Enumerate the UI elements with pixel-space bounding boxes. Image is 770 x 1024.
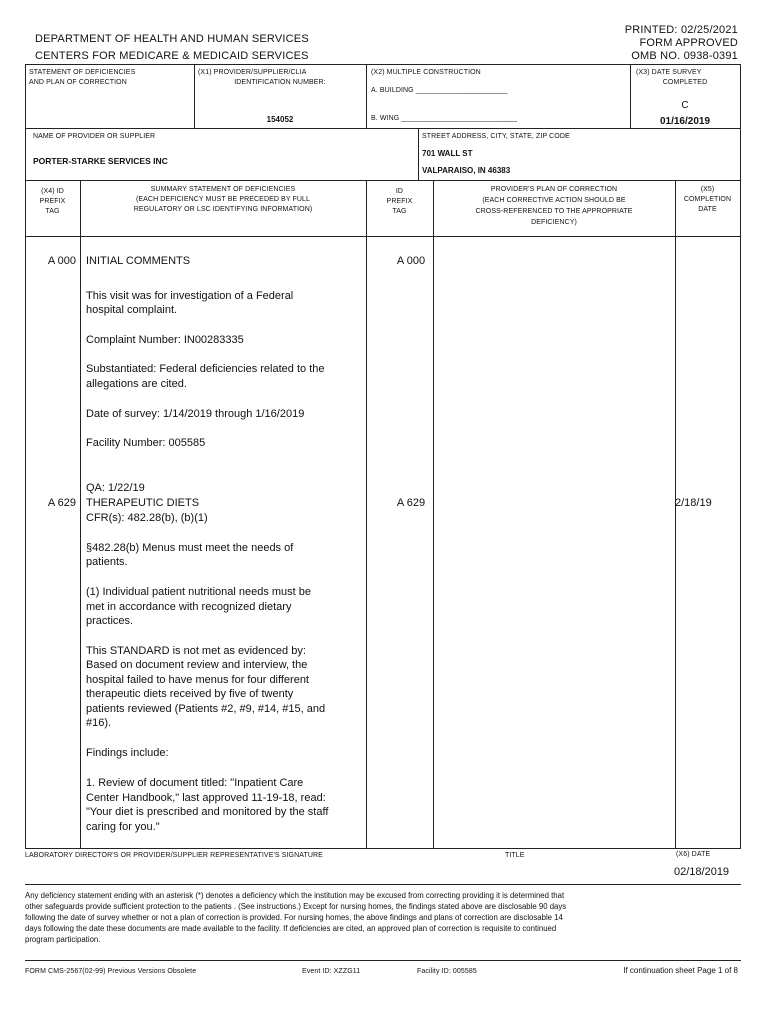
plan-tag-a000: A 000 — [396, 255, 426, 267]
title-label: TITLE — [505, 852, 525, 859]
address-line-1: 701 WALL ST — [422, 149, 473, 158]
nutritional-needs-3: practices. — [86, 615, 134, 627]
plan-header-2: (EACH CORRECTIVE ACTION SHOULD BE — [482, 197, 626, 204]
survey-completed-date: 01/16/2019 — [659, 116, 711, 127]
page-indicator: If continuation sheet Page 1 of 8 — [623, 966, 738, 975]
menus-standard-1: §482.28(b) Menus must meet the needs of — [86, 542, 294, 554]
evidence-5: patients reviewed (Patients #2, #9, #14, #15, and — [86, 703, 326, 715]
disclaimer-line-5: program participation. — [25, 935, 101, 944]
review-document-1: 1. Review of document titled: "Inpatient Care — [86, 777, 304, 789]
findings-include: Findings include: — [86, 747, 169, 759]
plan-header-3: CROSS-REFERENCED TO THE APPROPRIATE — [475, 208, 633, 215]
department-line-2: CENTERS FOR MEDICARE & MEDICAID SERVICES — [35, 50, 309, 62]
x4-header-1: (X4) ID — [41, 188, 64, 195]
x2-label: (X2) MULTIPLE CONSTRUCTION — [371, 69, 481, 76]
prefix-tag-a629: A 629 — [47, 497, 76, 509]
paragraph-substantiated-1: Substantiated: Federal deficiencies related to the — [86, 363, 325, 375]
omb-number: OMB NO. 0938-0391 — [631, 50, 738, 62]
x2-wing: B. WING _____________________________ — [371, 115, 518, 122]
date-of-survey: Date of survey: 1/14/2019 through 1/16/2019 — [86, 408, 305, 420]
evidence-1: This STANDARD is not met as evidenced by: — [86, 645, 306, 657]
x1-label-1: (X1) PROVIDER/SUPPLIER/CLIA — [198, 69, 307, 76]
facility-number: Facility Number: 005585 — [86, 437, 206, 449]
id-header-3: TAG — [392, 208, 407, 215]
x4-header-2: PREFIX — [39, 198, 66, 205]
x5-header-1: (X5) — [700, 186, 715, 193]
disclaimer-line-4: days following the date these documents are made available to the facility. If deficiencies are cited, an approved plan of correction is requisite to continued — [25, 924, 557, 933]
paragraph-substantiated-2: allegations are cited. — [86, 378, 187, 390]
therapeutic-diets-heading: THERAPEUTIC DIETS — [86, 497, 200, 509]
facility-id: Facility ID: 005585 — [417, 968, 477, 975]
provider-name: PORTER-STARKE SERVICES INC — [33, 156, 168, 166]
menus-standard-2: patients. — [86, 556, 128, 568]
disclaimer — [25, 890, 735, 945]
summary-header-2: (EACH DEFICIENCY MUST BE PRECEDED BY FULL — [135, 196, 311, 203]
review-document-2: Center Handbook," last approved 11-19-18, read: — [86, 792, 326, 804]
x4-header-3: TAG — [45, 208, 60, 215]
x3-label-1: (X3) DATE SURVEY — [636, 69, 702, 76]
prefix-tag-a000: A 000 — [47, 255, 76, 267]
disclaimer-line-1: Any deficiency statement ending with an asterisk (*) denotes a deficiency which the institution may be excused from correcting providing it is determined that — [25, 891, 565, 900]
review-document-4: caring for you." — [86, 821, 160, 833]
evidence-3: hospital failed to have menus for four different — [86, 674, 309, 686]
id-header-2: PREFIX — [386, 198, 413, 205]
printed-date: PRINTED: 02/25/2021 — [624, 24, 738, 36]
x5-header-3: DATE — [698, 206, 717, 213]
evidence-2: Based on document review and interview, the — [86, 659, 308, 671]
evidence-4: therapeutic diets received by five of twenty — [86, 688, 294, 700]
address-label: STREET ADDRESS, CITY, STATE, ZIP CODE — [422, 133, 570, 140]
event-id: Event ID: XZZG11 — [302, 968, 361, 975]
disclaimer-line-2: other safeguards provide sufficient protection to the patients . (See instructions.) Except for nursing homes, the findings stated above are disclosable 90 days — [25, 902, 567, 911]
signature-date: 02/18/2019 — [674, 866, 730, 878]
provider-id-number: 154052 — [266, 115, 294, 124]
statement-label-1: STATEMENT OF DEFICIENCIES — [29, 69, 136, 76]
x3-label-2: COMPLETED — [662, 79, 708, 86]
statement-label-2: AND PLAN OF CORRECTION — [29, 79, 127, 86]
nutritional-needs-1: (1) Individual patient nutritional needs must be — [86, 586, 312, 598]
complaint-number: Complaint Number: IN00283335 — [86, 334, 244, 346]
provider-name-label: NAME OF PROVIDER OR SUPPLIER — [33, 133, 156, 140]
survey-code: C — [681, 100, 689, 111]
id-header-1: ID — [395, 188, 404, 195]
completion-date-a629: 2/18/19 — [675, 497, 712, 509]
x2-building: A. BUILDING _______________________ — [371, 87, 508, 94]
review-document-3: "Your diet is prescribed and monitored by the staff — [86, 806, 329, 818]
plan-header-4: DEFICIENCY) — [531, 219, 577, 226]
evidence-6: #16). — [86, 717, 112, 729]
plan-header-1: PROVIDER'S PLAN OF CORRECTION — [490, 186, 618, 193]
plan-tag-a629: A 629 — [396, 497, 426, 509]
x1-label-2: IDENTIFICATION NUMBER: — [234, 79, 326, 86]
x5-header-2: COMPLETION — [683, 196, 732, 203]
signature-label: LABORATORY DIRECTOR'S OR PROVIDER/SUPPLIER REPRESENTATIVE'S SIGNATURE — [25, 852, 323, 859]
qa-date: QA: 1/22/19 — [86, 482, 145, 494]
paragraph-visit-2: hospital complaint. — [86, 304, 178, 316]
cfr-reference: CFR(s): 482.28(b), (b)(1) — [86, 512, 208, 524]
form-number: FORM CMS-2567(02-99) Previous Versions Obsolete — [25, 968, 197, 975]
form-approved: FORM APPROVED — [639, 37, 738, 49]
disclaimer-line-3: following the date of survey whether or not a plan of correction is provided. For nursing homes, the above findings and plans of correction are disclosable 14 — [25, 913, 563, 922]
paragraph-visit-1: This visit was for investigation of a Federal — [86, 290, 294, 302]
summary-header-1: SUMMARY STATEMENT OF DEFICIENCIES — [150, 186, 296, 193]
nutritional-needs-2: met in accordance with recognized dietary — [86, 601, 292, 613]
address-line-2: VALPARAISO, IN 46383 — [422, 166, 511, 175]
initial-comments-heading: INITIAL COMMENTS — [86, 255, 191, 267]
x6-date-label: (X6) DATE — [676, 851, 711, 858]
summary-header-3: REGULATORY OR LSC IDENTIFYING INFORMATION) — [133, 206, 313, 213]
department-line-1: DEPARTMENT OF HEALTH AND HUMAN SERVICES — [35, 33, 309, 45]
